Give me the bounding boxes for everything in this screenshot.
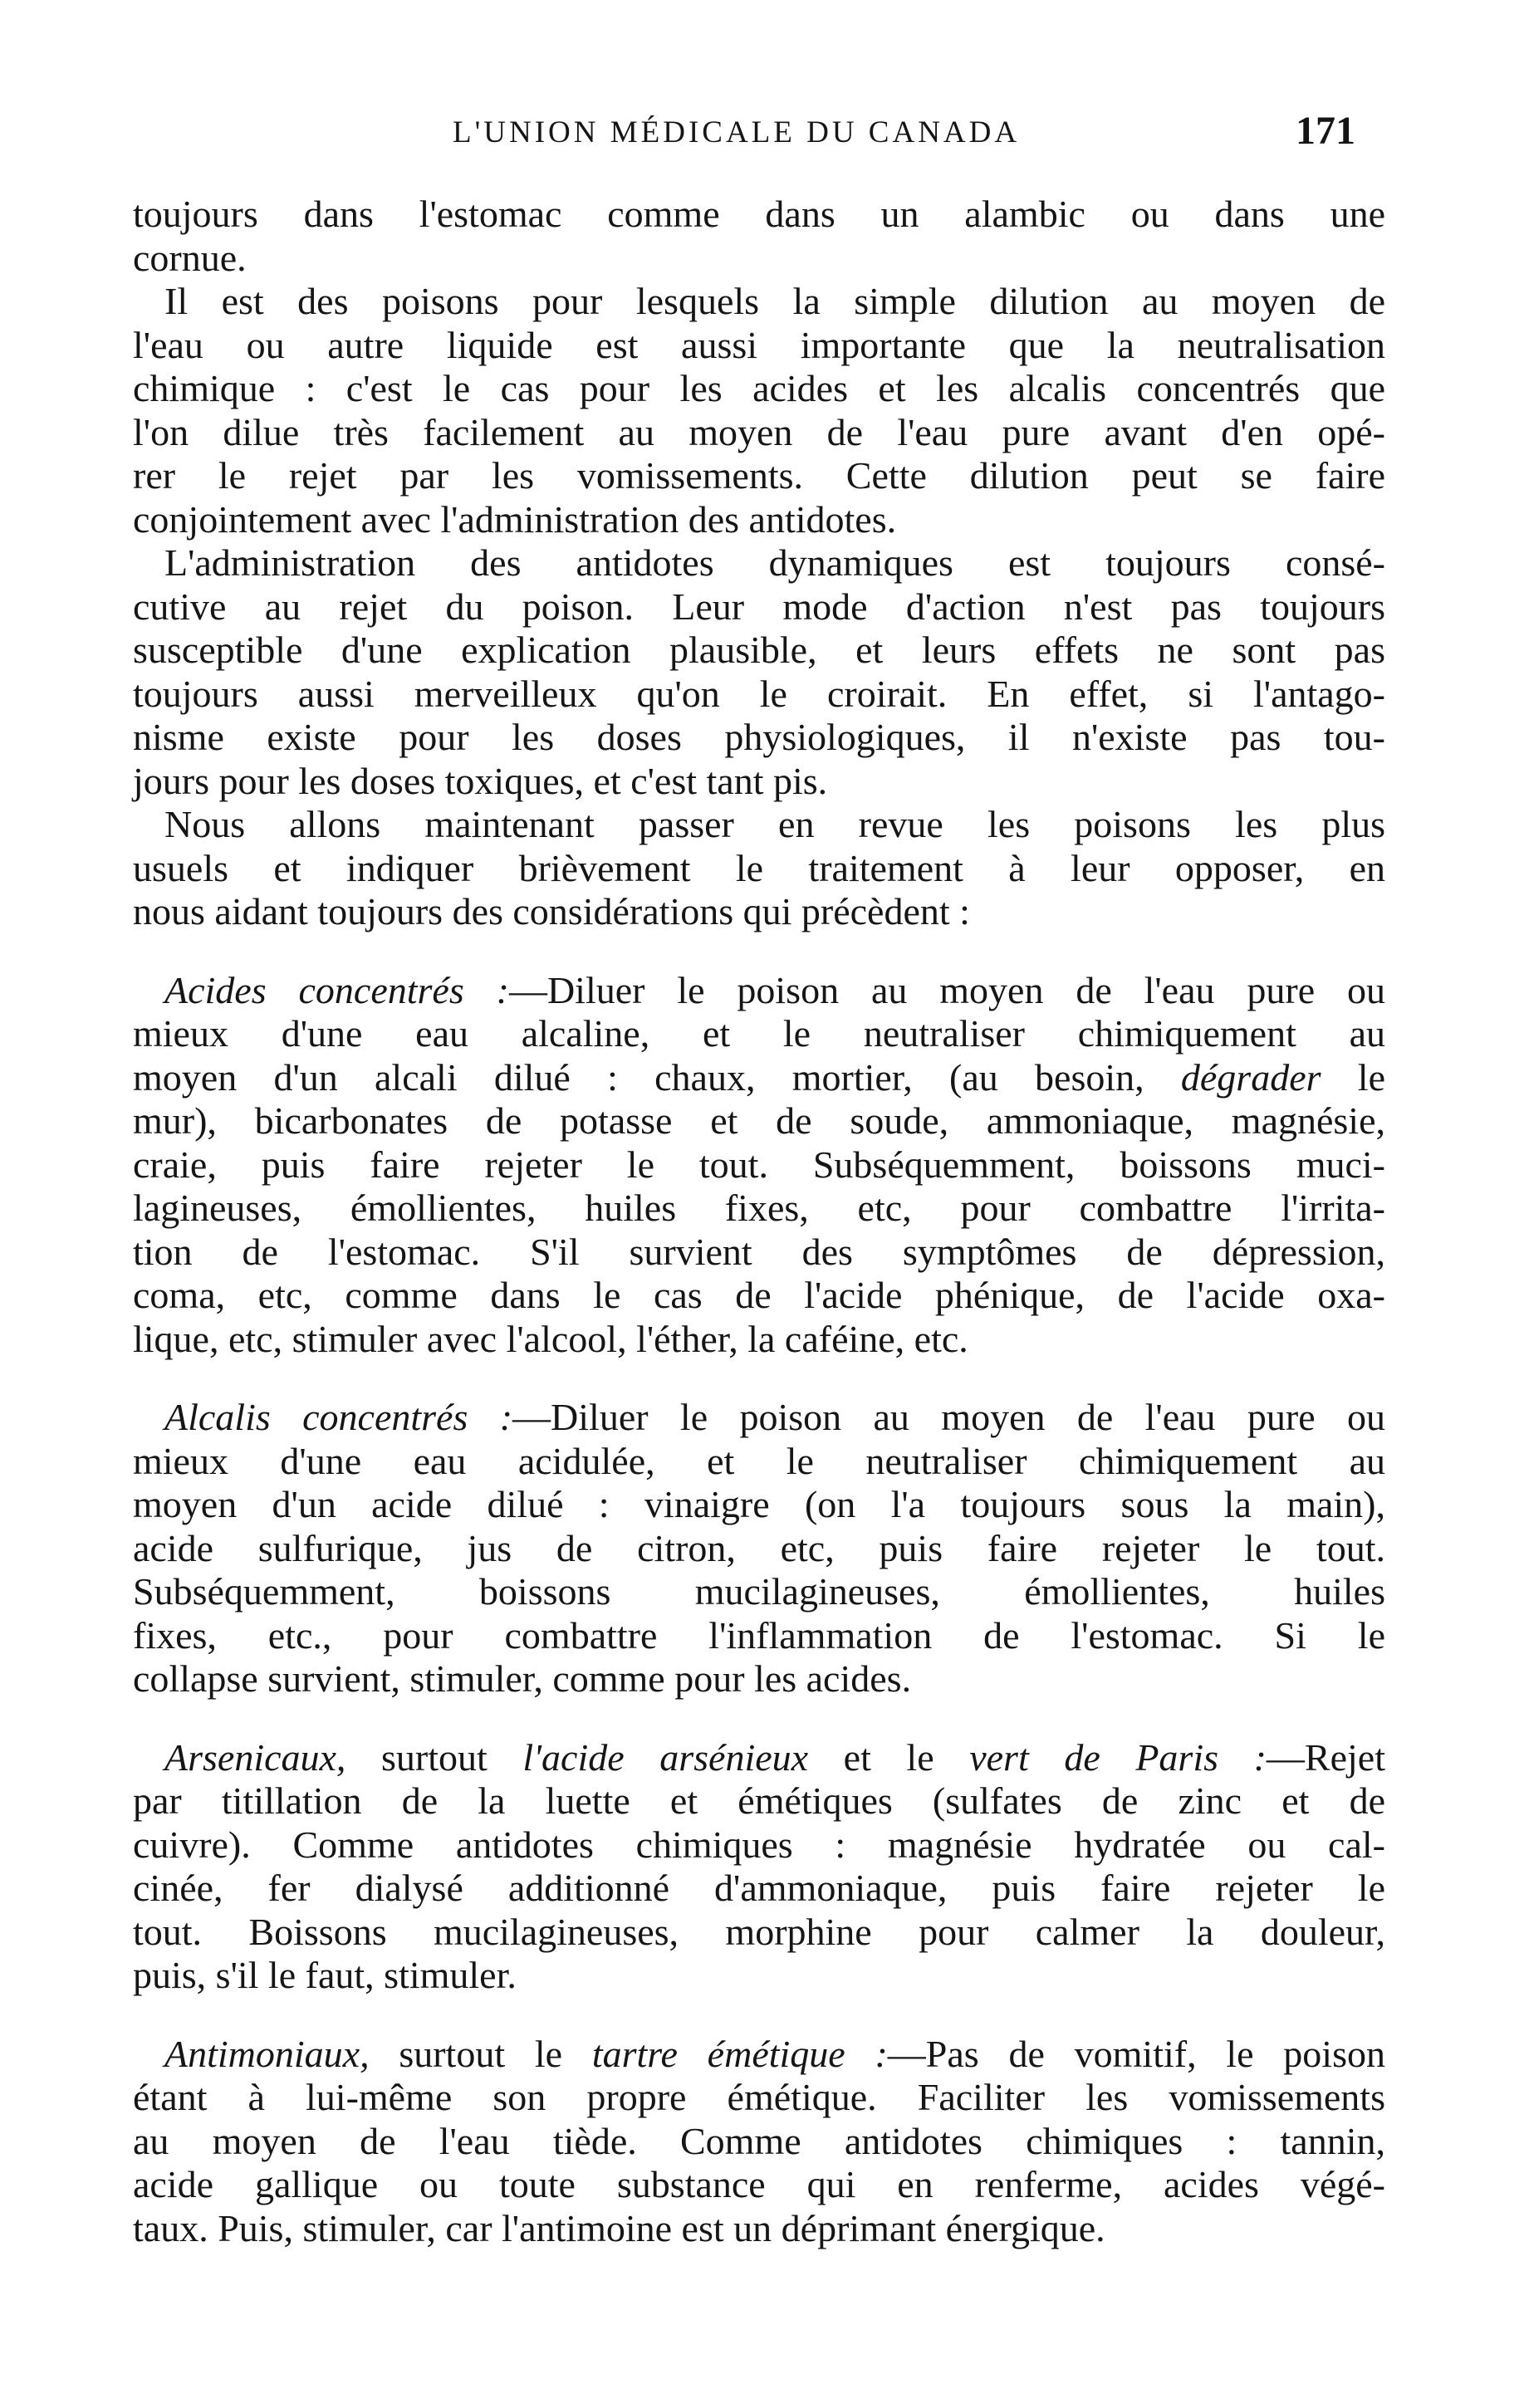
text-line: tion de l'estomac. S'il survient des symptômes de dépression, — [133, 1230, 1385, 1273]
section-alcalis — [133, 1396, 1385, 1701]
text-line: acide gallique ou toute substance qui en renferme, acides végé- — [133, 2163, 1385, 2205]
page-header — [0, 109, 1524, 173]
section-heading: Acides concentrés : — [164, 968, 509, 1011]
text-line: mieux d'une eau acidulée, et le neutraliser chimiquement au — [133, 1439, 1385, 1482]
text-line: susceptible d'une explication plausible, et leurs effets ne sont pas — [133, 629, 1385, 671]
article-body — [133, 193, 1385, 2250]
text-line: taux. Puis, stimuler, car l'antimoine est un déprimant énergique. — [133, 2206, 1105, 2249]
section-acides — [133, 969, 1385, 1362]
text-line: toujours aussi merveilleux qu'on le croirait. En effet, si l'antago- — [133, 672, 1385, 715]
text-line: cuivre). Comme antidotes chimiques : magnésie hydratée ou cal- — [133, 1823, 1385, 1866]
text-line: cinée, fer dialysé additionné d'ammoniaque, puis faire rejeter le — [133, 1867, 1385, 1909]
text-line: Il est des poisons pour lesquels la simple dilution au moyen de — [164, 280, 1385, 322]
text-line: Nous allons maintenant passer en revue les poisons les plus — [164, 803, 1385, 845]
text-line: cornue. — [133, 236, 247, 279]
section-heading: Arsenicaux, — [164, 1735, 346, 1779]
running-title: L'UNION MÉDICALE DU CANADA — [453, 115, 1021, 149]
text-line: usuels et indiquer brièvement le traitement à leur opposer, en — [133, 846, 1385, 889]
text-line: puis, s'il le faut, stimuler. — [133, 1954, 517, 1996]
text-line: acide sulfurique, jus de citron, etc, puis faire rejeter le tout. — [133, 1526, 1385, 1569]
text-line: Arsenicaux, surtout l'acide arsénieux et le vert de Paris :—Rejet — [164, 1735, 1385, 1779]
text-line: mieux d'une eau alcaline, et le neutraliser chimiquement au — [133, 1012, 1385, 1055]
section-heading: Antimoniaux, — [164, 2032, 370, 2075]
section-heading: Alcalis concentrés : — [164, 1396, 513, 1438]
text-line: fixes, etc., pour combattre l'inflammation de l'estomac. Si le — [133, 1613, 1385, 1657]
text-line: rer le rejet par les vomissements. Cette dilution peut se faire — [133, 454, 1385, 497]
text-line: tout. Boissons mucilagineuses, morphine pour calmer la douleur, — [133, 1910, 1385, 1953]
text-line: jours pour les doses toxiques, et c'est tant pis. — [133, 759, 828, 802]
page-number: 171 — [1296, 109, 1355, 153]
text-line: mur), bicarbonates de potasse et de soude, ammoniaque, magnésie, — [133, 1099, 1385, 1142]
text-line: chimique : c'est le cas pour les acides et les alcalis concentrés que — [133, 367, 1385, 409]
text-line: L'administration des antidotes dynamiques est toujours consé- — [164, 541, 1385, 584]
paragraph-dilution — [133, 280, 1385, 541]
text-line: Subséquemment, boissons mucilagineuses, émollientes, huiles — [133, 1570, 1385, 1613]
text-line: au moyen de l'eau tiède. Comme antidotes chimiques : tannin, — [133, 2119, 1385, 2162]
text-line: cutive au rejet du poison. Leur mode d'action n'est pas toujours — [133, 585, 1385, 628]
text-line: lique, etc, stimuler avec l'alcool, l'éther, la caféine, etc. — [133, 1317, 968, 1360]
text-line: moyen d'un alcali dilué : chaux, mortier, (au besoin, dégrader le — [133, 1055, 1385, 1099]
text-line: par titillation de la luette et émétiques (sulfates de zinc et de — [133, 1779, 1385, 1822]
section-antimoniaux — [133, 2033, 1385, 2251]
text-line: Acides concentrés :—Diluer le poison au moyen de l'eau pure ou — [164, 968, 1385, 1011]
paragraph-introduction — [133, 803, 1385, 934]
text-line: conjointement avec l'administration des antidotes. — [133, 497, 897, 541]
text-line: moyen d'un acide dilué : vinaigre (on l'a toujours sous la main), — [133, 1483, 1385, 1525]
text-line: nous aidant toujours des considérations qui précèdent : — [133, 890, 970, 932]
text-line: craie, puis faire rejeter le tout. Subséquemment, boissons muci- — [133, 1143, 1385, 1186]
paragraph-continuation — [133, 193, 1385, 280]
text-line: toujours dans l'estomac comme dans un alambic ou dans une — [133, 193, 1385, 235]
text-line: l'on dilue très facilement au moyen de l'eau pure avant d'en opé- — [133, 410, 1385, 453]
text-line: coma, etc, comme dans le cas de l'acide phénique, de l'acide oxa- — [133, 1274, 1385, 1316]
paragraph-antidotes — [133, 541, 1385, 803]
section-arsenicaux — [133, 1736, 1385, 1998]
text-line: nisme existe pour les doses physiologiques, il n'existe pas tou- — [133, 716, 1385, 758]
text-line: collapse survient, stimuler, comme pour les acides. — [133, 1657, 912, 1700]
text-line: Alcalis concentrés :—Diluer le poison au moyen de l'eau pure ou — [164, 1396, 1385, 1438]
text-line: lagineuses, émollientes, huiles fixes, etc, pour combattre l'irrita- — [133, 1187, 1385, 1229]
text-line: Antimoniaux, surtout le tartre émétique :—Pas de vomitif, le poison — [164, 2032, 1385, 2075]
text-line: l'eau ou autre liquide est aussi importante que la neutralisation — [133, 323, 1385, 366]
text-line: étant à lui-même son propre émétique. Faciliter les vomissements — [133, 2076, 1385, 2118]
